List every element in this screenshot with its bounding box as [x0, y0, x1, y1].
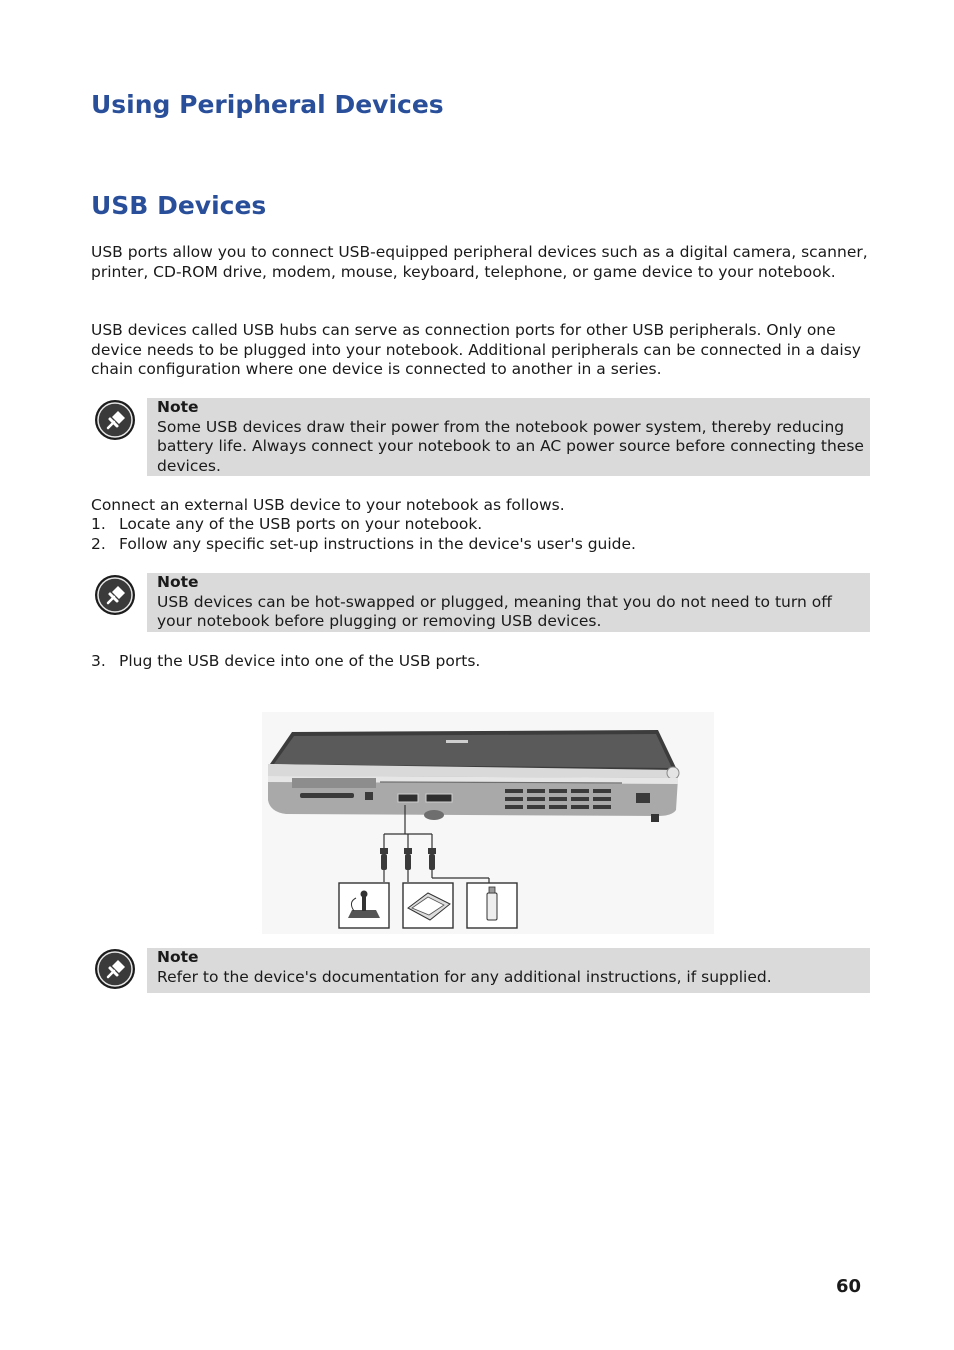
- note-pin-icon: [94, 948, 136, 990]
- hub-paragraph: USB devices called USB hubs can serve as connection ports for other USB peripherals. Only one device needs to be plugged into your notebook. Additional peripherals can be connected in a daisy chain configuration where one device is connected to another in a series.: [91, 321, 861, 379]
- note-pin-icon: [94, 574, 136, 616]
- note-pin-icon: [94, 399, 136, 441]
- list-item: 1. Locate any of the USB ports on your notebook.: [91, 515, 483, 533]
- note-title: Note: [157, 948, 199, 966]
- note-text: USB devices can be hot-swapped or plugged, meaning that you do not need to turn off your notebook before plugging or removing USB devices.: [157, 592, 832, 631]
- note-title: Note: [157, 398, 199, 416]
- page-number: 60: [836, 1276, 862, 1297]
- section-title: USB Devices: [91, 191, 267, 220]
- note-box-hotswap: [147, 573, 870, 632]
- steps-intro: Connect an external USB device to your notebook as follows.: [91, 496, 565, 514]
- note-title: Note: [157, 573, 199, 591]
- intro-paragraph: USB ports allow you to connect USB-equipped peripheral devices such as a digital camera, scanner, printer, CD-ROM drive, modem, mouse, keyboard, telephone, or game device to your notebook.: [91, 243, 868, 281]
- list-item: 2. Follow any specific set-up instructions in the device's user's guide.: [91, 535, 636, 553]
- note-text: Refer to the device's documentation for any additional instructions, if supplied.: [157, 967, 772, 986]
- notebook-usb-illustration: [262, 712, 714, 934]
- page-title: Using Peripheral Devices: [91, 90, 444, 119]
- list-item: 3. Plug the USB device into one of the USB ports.: [91, 652, 481, 670]
- note-box-documentation: [147, 948, 870, 993]
- note-text: Some USB devices draw their power from the notebook power system, thereby reducing battery life. Always connect your notebook to an AC power source before connecting these devices.: [157, 417, 864, 475]
- note-box-power: [147, 398, 870, 476]
